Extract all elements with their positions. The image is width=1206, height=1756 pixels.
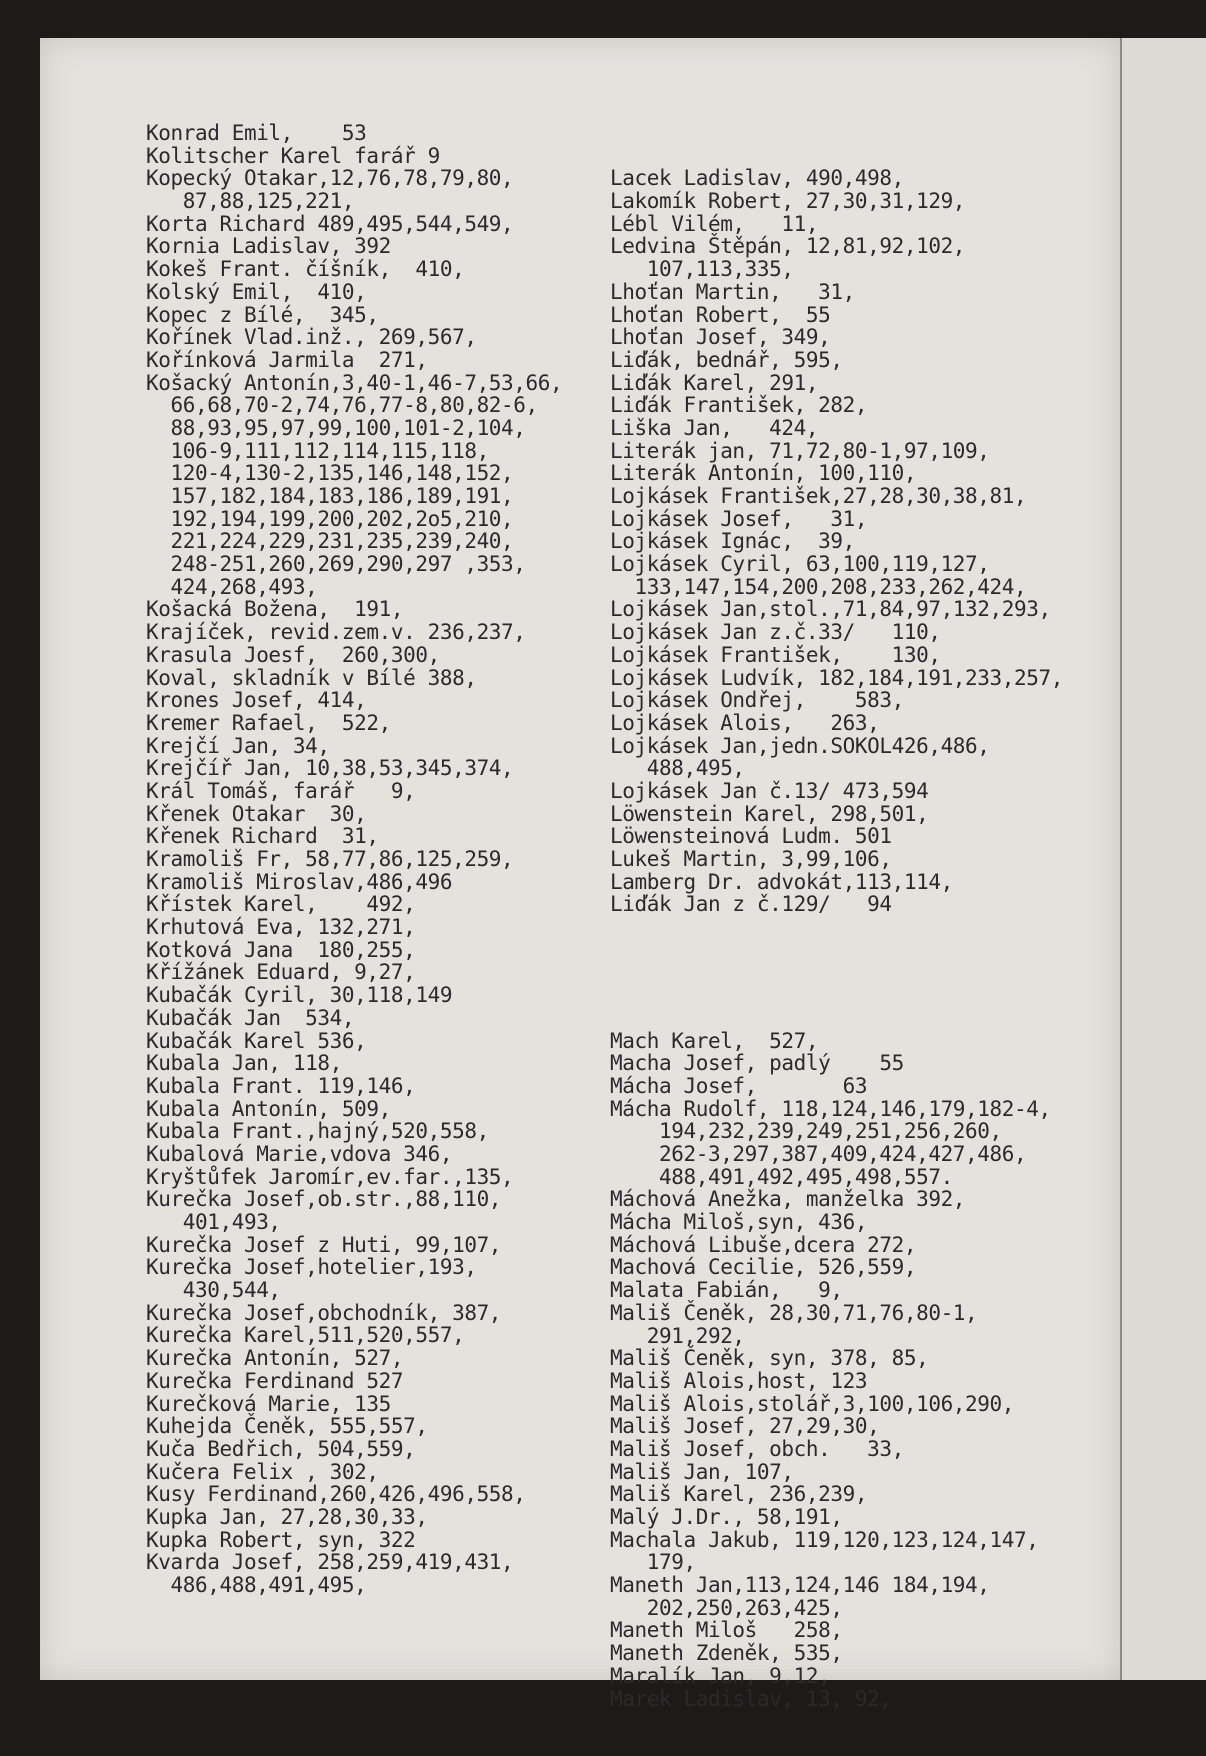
- index-entry: Lhoťan Martin, 31,: [610, 279, 855, 304]
- index-entry: Kurečka Josef z Huti, 99,107,: [146, 1232, 502, 1257]
- index-entry: Kubala Jan, 118,: [146, 1051, 342, 1076]
- index-entry: Kolitscher Karel farář 9: [146, 143, 440, 168]
- index-entry: Kořínková Jarmila 271,: [146, 347, 428, 372]
- index-entry: Lhoťan Robert, 55: [610, 302, 831, 327]
- index-entry: Lojkásek Ondřej, 583,: [610, 688, 904, 713]
- index-entry: 401,493,: [146, 1210, 281, 1234]
- index-entry: Löwensteinová Ludm. 501: [610, 824, 892, 849]
- index-entry: Maneth Zdeněk, 535,: [610, 1641, 843, 1666]
- index-block-m: [610, 1030, 1063, 1711]
- index-entry: Mácha Miloš,syn, 436,: [610, 1210, 868, 1235]
- index-entry: Kramoliš Fr, 58,77,86,125,259,: [146, 847, 514, 871]
- index-entry: Lakomík Robert, 27,30,31,129,: [610, 189, 966, 214]
- index-entry: Kurečka Josef,ob.str.,88,110,: [146, 1187, 502, 1212]
- index-entry: Košacký Antonín,3,40-1,46-7,53,66,: [146, 370, 563, 395]
- index-entry: Lojkásek František,27,28,30,38,81,: [610, 484, 1027, 509]
- index-entry: Lojkásek Ludvík, 182,184,191,233,257,: [610, 665, 1063, 690]
- index-entry: 486,488,491,495,: [146, 1573, 367, 1597]
- index-entry: Liďák, bednář, 595,: [610, 347, 843, 372]
- index-entry: Mácha Josef, 63: [610, 1073, 868, 1098]
- index-entry: Malý J.Dr., 58,191,: [610, 1505, 843, 1530]
- index-column-left: [146, 122, 562, 1597]
- index-entry: Křístek Karel, 492,: [146, 892, 416, 917]
- index-entry: Kotková Jana 180,255,: [146, 937, 416, 962]
- index-entry: Mališ Alois,host, 123: [610, 1368, 868, 1393]
- index-entry: Kubalová Marie,vdova 346,: [146, 1141, 453, 1166]
- block-gap: [610, 962, 1063, 985]
- adjacent-page-edge: [1120, 38, 1206, 1680]
- index-entry: Máchová Anežka, manželka 392,: [610, 1187, 966, 1212]
- index-entry: Kubačák Jan 534,: [146, 1005, 355, 1030]
- index-entry: Kučera Felix , 302,: [146, 1459, 379, 1484]
- index-entry: Lukeš Martin, 3,99,106,: [610, 847, 892, 872]
- index-entry: Lojkásek František, 130,: [610, 642, 941, 667]
- index-entry: Krhutová Eva, 132,271,: [146, 915, 416, 940]
- index-entry: 192,194,199,200,202,2o5,210,: [146, 506, 514, 531]
- index-entry: Lébl Vilém, 11,: [610, 211, 819, 236]
- index-entry: Maralík Jan, 9,12,: [610, 1663, 831, 1688]
- index-entry: Lhoťan Josef, 349,: [610, 325, 831, 350]
- index-entry: 133,147,154,200,208,233,262,424,: [610, 574, 1027, 599]
- index-entry: Lojkásek Cyril, 63,100,119,127,: [610, 552, 990, 577]
- index-entry: Krejčíř Jan, 10,38,53,345,374,: [146, 756, 514, 781]
- index-entry: Kramoliš Miroslav,486,496: [146, 869, 453, 894]
- index-entry: Kupka Robert, syn, 322: [146, 1527, 416, 1552]
- index-entry: Kubačák Cyril, 30,118,149: [146, 983, 453, 1008]
- index-entry: Kurečka Josef,obchodník, 387,: [146, 1300, 502, 1325]
- index-entry: 157,182,184,183,186,189,191,: [146, 484, 514, 508]
- index-entry: Mališ Karel, 236,239,: [610, 1482, 868, 1507]
- index-entry: Mališ Čeněk, 28,30,71,76,80-1,: [610, 1300, 978, 1325]
- index-entry: Mališ Josef, obch. 33,: [610, 1436, 904, 1461]
- index-entry: Kornia Ladislav, 392: [146, 234, 391, 259]
- index-entry: 179,: [610, 1550, 696, 1575]
- index-entry: Mališ Alois,stolář,3,100,106,290,: [610, 1391, 1015, 1416]
- index-entry: Machová Cecilie, 526,559,: [610, 1255, 917, 1280]
- index-entry: Krasula Joesf, 260,300,: [146, 642, 440, 667]
- index-entry: Kopecký Otakar,12,76,78,79,80,: [146, 166, 514, 191]
- index-entry: 88,93,95,97,99,100,101-2,104,: [146, 415, 526, 440]
- index-entry: 248-251,260,269,290,297 ,353,: [146, 552, 526, 577]
- index-entry: Mališ Čeněk, syn, 378, 85,: [610, 1346, 929, 1371]
- index-entry: Košacká Božena, 191,: [146, 597, 404, 622]
- index-entry: 424,268,493,: [146, 574, 318, 599]
- index-entry: Krejčí Jan, 34,: [146, 733, 330, 758]
- index-entry: Lacek Ladislav, 490,498,: [610, 166, 904, 191]
- index-entry: Löwenstein Karel, 298,501,: [610, 801, 929, 826]
- index-entry: Kvarda Josef, 258,259,419,431,: [146, 1550, 514, 1575]
- index-entry: Lojkásek Alois, 263,: [610, 710, 880, 735]
- index-entry: Kolský Emil, 410,: [146, 279, 367, 304]
- index-entry: Král Tomáš, farář 9,: [146, 778, 416, 803]
- index-entry: Lojkásek Ignác, 39,: [610, 529, 855, 554]
- index-entry: Křenek Richard 31,: [146, 824, 379, 849]
- index-entry: Liďák František, 282,: [610, 393, 868, 418]
- index-entry: Kopec z Bílé, 345,: [146, 302, 379, 327]
- index-entry: Krajíček, revid.zem.v. 236,237,: [146, 620, 526, 645]
- index-entry: Kremer Rafael, 522,: [146, 710, 391, 735]
- index-entry: Lojkásek Jan z.č.33/ 110,: [610, 620, 941, 645]
- index-entry: 488,495,: [610, 756, 745, 781]
- index-entry: Malata Fabián, 9,: [610, 1278, 843, 1303]
- index-entry: Mališ Jan, 107,: [610, 1459, 794, 1484]
- index-entry: 488,491,492,495,498,557.: [610, 1164, 953, 1189]
- index-entry: Křenek Otakar 30,: [146, 801, 367, 826]
- index-block-l: [610, 167, 1063, 916]
- index-entry: Lojkásek Jan č.13/ 473,594: [610, 778, 929, 803]
- index-entry: Kurečková Marie, 135: [146, 1391, 391, 1416]
- index-entry: Machala Jakub, 119,120,123,124,147,: [610, 1527, 1039, 1552]
- index-entry: Kryštůfek Jaromír,ev.far.,135,: [146, 1164, 514, 1189]
- index-entry: Kubala Frant.,hajný,520,558,: [146, 1119, 489, 1144]
- index-entry: 106-9,111,112,114,115,118,: [146, 438, 489, 463]
- index-entry: Lojkásek Jan,jedn.SOKOL426,486,: [610, 733, 990, 758]
- index-entry: 291,292,: [610, 1323, 745, 1348]
- index-entry: Krones Josef, 414,: [146, 688, 367, 713]
- index-entry: Lojkásek Jan,stol.,71,84,97,132,293,: [610, 597, 1051, 622]
- index-entry: Mácha Rudolf, 118,124,146,179,182-4,: [610, 1096, 1051, 1121]
- index-entry: Kubačák Karel 536,: [146, 1028, 367, 1053]
- index-entry: Kubala Antonín, 509,: [146, 1096, 391, 1121]
- index-entry: Macha Josef, padlý 55: [610, 1051, 904, 1076]
- index-entry: Literák jan, 71,72,80-1,97,109,: [610, 438, 990, 463]
- index-entry: Kořínek Vlad.inž., 269,567,: [146, 325, 477, 350]
- index-entry: Kusy Ferdinand,260,426,496,558,: [146, 1482, 526, 1507]
- index-entry: Liďák Karel, 291,: [610, 370, 819, 395]
- index-entry: Máchová Libuše,dcera 272,: [610, 1232, 917, 1257]
- index-entry: Maneth Jan,113,124,146 184,194,: [610, 1573, 990, 1598]
- index-entry: Křížánek Eduard, 9,27,: [146, 960, 416, 985]
- index-entry: Marek Ladislav, 13, 92,: [610, 1686, 892, 1711]
- index-entry: Kupka Jan, 27,28,30,33,: [146, 1504, 428, 1529]
- index-entry: Kurečka Karel,511,520,557,: [146, 1323, 465, 1348]
- index-entry: Maneth Miloš 258,: [610, 1618, 843, 1643]
- index-entry: 262-3,297,387,409,424,427,486,: [610, 1142, 1027, 1167]
- index-entry: 87,88,125,221,: [146, 189, 355, 214]
- index-entry: 66,68,70-2,74,76,77-8,80,82-6,: [146, 393, 538, 418]
- index-column-right: [610, 122, 1063, 1756]
- index-entry: Kokeš Frant. číšník, 410,: [146, 257, 465, 282]
- index-entry: Kuhejda Čeněk, 555,557,: [146, 1414, 428, 1439]
- index-entry: 221,224,229,231,235,239,240,: [146, 529, 514, 554]
- index-entry: Korta Richard 489,495,544,549,: [146, 211, 514, 236]
- index-entry: Liška Jan, 424,: [610, 415, 819, 440]
- index-entry: 430,544,: [146, 1278, 281, 1303]
- index-entry: 107,113,335,: [610, 257, 794, 282]
- index-entry: Literák Antonín, 100,110,: [610, 461, 917, 486]
- index-entry: Kubala Frant. 119,146,: [146, 1073, 416, 1098]
- index-entry: 202,250,263,425,: [610, 1595, 843, 1620]
- index-entry: Liďák Jan z č.129/ 94: [610, 892, 892, 917]
- index-entry: 120-4,130-2,135,146,148,152,: [146, 461, 514, 486]
- index-entry: 194,232,239,249,251,256,260,: [610, 1119, 1002, 1144]
- index-entry: Ledvina Štěpán, 12,81,92,102,: [610, 234, 966, 259]
- index-entry: Mališ Josef, 27,29,30,: [610, 1414, 880, 1439]
- index-entry: Kurečka Josef,hotelier,193,: [146, 1255, 477, 1280]
- index-entry: Kurečka Ferdinand 527: [146, 1368, 404, 1393]
- index-entry: Kuča Bedřich, 504,559,: [146, 1436, 416, 1461]
- index-entry: Kurečka Antonín, 527,: [146, 1346, 404, 1371]
- index-entry: Lojkásek Josef, 31,: [610, 506, 868, 531]
- index-entry: Mach Karel, 527,: [610, 1028, 819, 1053]
- index-entry: Konrad Emil, 53: [146, 121, 367, 145]
- index-entry: Koval, skladník v Bílé 388,: [146, 665, 477, 690]
- index-entry: Lamberg Dr. advokát,113,114,: [610, 869, 953, 894]
